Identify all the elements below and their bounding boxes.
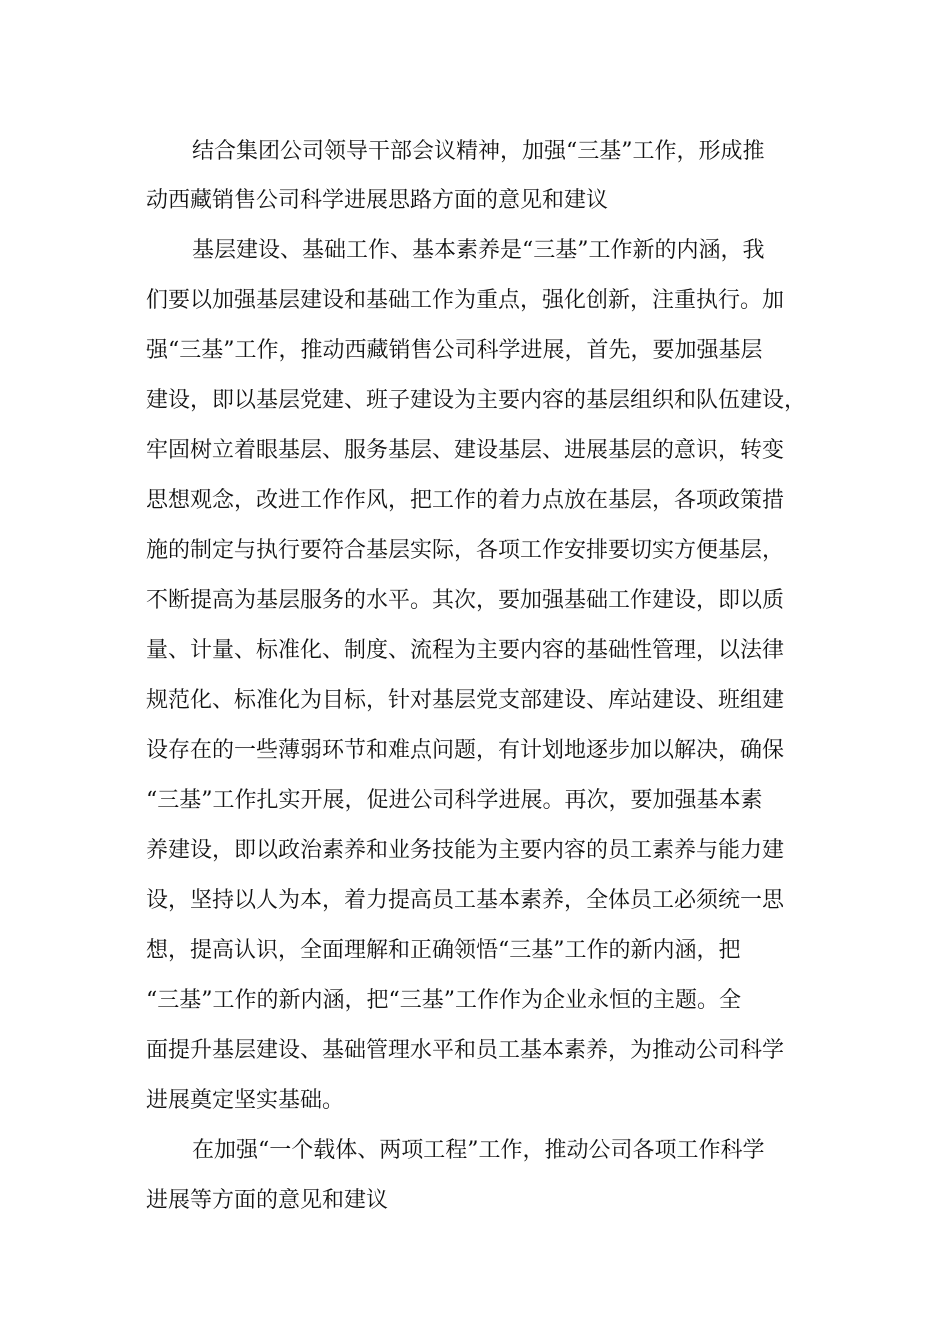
text-line: 设，坚持以人为本，着力提高员工基本素养，全体员工必须统一思	[146, 888, 785, 913]
text-line: 在加强“一个载体、两项工程”工作，推动公司各项工作科学	[192, 1138, 765, 1163]
text-line: 建设，即以基层党建、班子建设为主要内容的基层组织和队伍建设，	[146, 388, 807, 413]
text-line: 思想观念，改进工作作风，把工作的着力点放在基层，各项政策措	[146, 488, 785, 513]
text-line: 施的制定与执行要符合基层实际，各项工作安排要切实方便基层，	[146, 538, 785, 563]
text-line: 们要以加强基层建设和基础工作为重点，强化创新，注重执行。加	[146, 288, 785, 313]
text-line: 基层建设、基础工作、基本素养是“三基”工作新的内涵，我	[192, 238, 765, 263]
text-line: 规范化、标准化为目标，针对基层党支部建设、库站建设、班组建	[146, 688, 785, 713]
text-line: 牢固树立着眼基层、服务基层、建设基层、进展基层的意识，转变	[146, 438, 785, 463]
text-line: 结合集团公司领导干部会议精神，加强“三基”工作，形成推	[192, 139, 765, 164]
text-line: 养建设，即以政治素养和业务技能为主要内容的员工素养与能力建	[146, 838, 785, 863]
text-line: “三基”工作扎实开展，促进公司科学进展。再次，要加强基本素	[146, 788, 763, 813]
text-line: 动西藏销售公司科学进展思路方面的意见和建议	[146, 188, 609, 213]
text-line: 进展奠定坚实基础。	[146, 1088, 345, 1113]
text-line: 量、计量、标准化、制度、流程为主要内容的基础性管理，以法律	[146, 638, 785, 663]
text-line: 面提升基层建设、基础管理水平和员工基本素养，为推动公司科学	[146, 1038, 785, 1063]
text-line: 强“三基”工作，推动西藏销售公司科学进展，首先，要加强基层	[146, 338, 763, 363]
text-line: 设存在的一些薄弱环节和难点问题，有计划地逐步加以解决，确保	[146, 738, 785, 763]
text-line: “三基”工作的新内涵，把“三基”工作作为企业永恒的主题。全	[146, 988, 741, 1013]
text-line: 不断提高为基层服务的水平。其次，要加强基础工作建设，即以质	[146, 588, 785, 613]
text-line: 想，提高认识，全面理解和正确领悟“三基”工作的新内涵，把	[146, 938, 741, 963]
text-line: 进展等方面的意见和建议	[146, 1188, 389, 1213]
